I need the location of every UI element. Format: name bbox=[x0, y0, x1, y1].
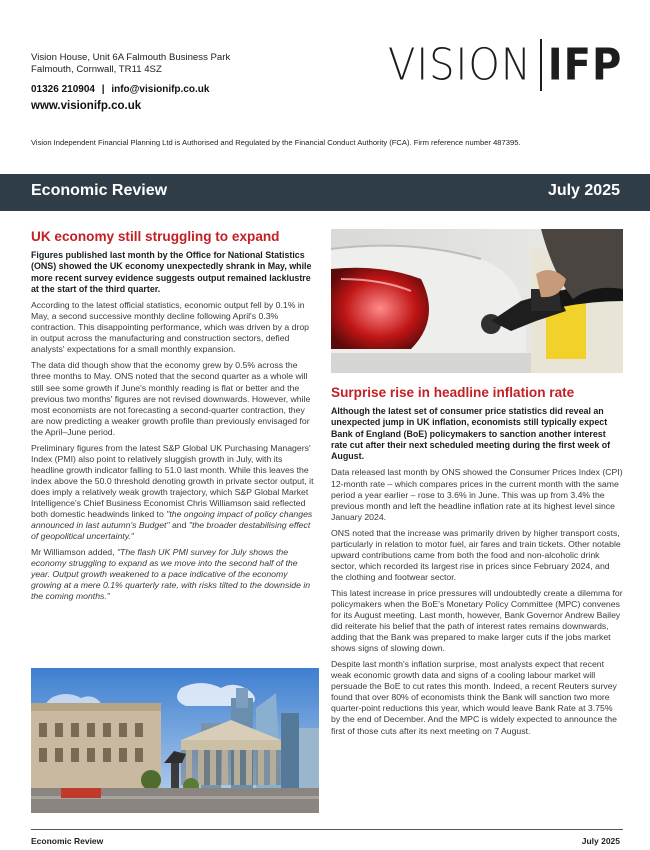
fuel-pump-photo bbox=[331, 229, 623, 373]
publication-title: Economic Review bbox=[31, 182, 168, 199]
footer-title: Economic Review bbox=[31, 836, 104, 846]
article-lead: Although the latest set of consumer price statistics did reveal an unexpected jump in UK inflation, economists still typically expect Bank of England (BoE) policymakers to sanction another interest rate cut after their next scheduled meeting during the first week of August. bbox=[331, 406, 611, 462]
footer-divider bbox=[31, 829, 623, 830]
article-inflation bbox=[331, 229, 623, 742]
inline-quote: "The flash UK PMI survey for July shows the economy struggling to expand as we move into the second half of the year. Output growth weakened to a pace indicative of the economy growing at a mere 0.1% quarterly rate, with risks tilted to the downside in the coming months." bbox=[31, 547, 311, 602]
contact-block bbox=[31, 52, 361, 112]
article-paragraph: ONS noted that the increase was primarily driven by higher transport costs, particularly in relation to motor fuel, air fares and train tickets. Other notable upward contributions came from both the food and non-alcoholic drink sector, which recorded its largest rise in prices since February 2024, and the clothing and footwear sector. bbox=[331, 527, 621, 582]
website-link[interactable]: www.visionifp.co.uk bbox=[31, 100, 142, 112]
publication-date: July 2025 bbox=[547, 182, 620, 199]
address-line-1: Vision House, Unit 6A Falmouth Business Park bbox=[31, 52, 231, 63]
email-link[interactable]: info@visionifp.co.uk bbox=[111, 84, 210, 95]
article-paragraph: The data did though show that the economy grew by 0.5% across the three months to May. ONS noted that the second quarter as a whole will still see some growth if June's monthly reading is flat or better and the previous two months' figures are not revised downwards. However, while most economists are not forecasting a second-quarter contraction, they are now predicting a weaker growth profile than previously envisaged for the April–June period. bbox=[31, 360, 311, 437]
fuel-photo-illustration bbox=[331, 229, 623, 373]
phone-number[interactable]: 01326 210904 bbox=[31, 84, 95, 95]
address-line-2: Falmouth, Cornwall, TR11 4SZ bbox=[31, 64, 162, 75]
article-headline: UK economy still struggling to expand bbox=[31, 229, 280, 244]
logo-text-vision: VISION bbox=[388, 39, 532, 91]
footer-date: July 2025 bbox=[581, 836, 620, 846]
company-logo bbox=[388, 39, 622, 91]
regulatory-statement: Vision Independent Financial Planning Ltd is Authorised and Regulated by the Financial Conduct Authority (FCA). Firm reference number 487395. bbox=[31, 138, 521, 147]
article-paragraph: This latest increase in price pressures will undoubtedly create a dilemma for policymakers when the BoE's Monetary Policy Committee (MPC) convenes for its August meeting. Last month, however, Bank Governor Andrew Bailey did reiterate his belief that the path of interest rates remains downwards, adding that the Bank was prepared to make larger cuts if the jobs market shows signs of slowing down. bbox=[331, 587, 623, 654]
article-economy bbox=[31, 229, 317, 607]
inline-quote: "the broader destabilising effect of geopolitical uncertainty." bbox=[31, 520, 311, 542]
title-banner bbox=[0, 174, 650, 211]
contact-separator: | bbox=[101, 84, 105, 95]
city-of-london-photo bbox=[31, 668, 319, 813]
article-lead: Figures published last month by the Office for National Statistics (ONS) showed the UK economy unexpectedly shrank in May, while more recent survey evidence suggests output remained lacklustre at the start of the third quarter. bbox=[31, 250, 312, 294]
article-paragraph bbox=[31, 443, 317, 542]
inline-quote: "the ongoing impact of policy changes announced in last autumn's Budget" bbox=[31, 509, 313, 531]
paragraph-text: Mr Williamson added, bbox=[31, 547, 117, 558]
article-paragraph bbox=[31, 547, 317, 602]
paragraph-text: and bbox=[169, 520, 189, 531]
city-photo-illustration bbox=[31, 668, 319, 813]
logo-text-ifp: IFP bbox=[547, 39, 623, 91]
contact-line bbox=[31, 84, 361, 95]
paragraph-text: Preliminary figures from the latest S&P Global UK Purchasing Managers' Index (PMI) also point to relatively sluggish growth in July, with its headline growth indicator falling to 51.0 last month. While this leaves the index above the 50.0 threshold denoting growth in private sector output, it does imply a relatively weak growth trajectory, which S&P Global Market Intelligence's Chief Business Economist Chris Williamson said reflected both domestic headwinds linked to bbox=[31, 442, 314, 520]
article-paragraph: Data released last month by ONS showed the Consumer Prices Index (CPI) 12-month rate – which compares prices in the current month with the same period a year earlier – rose to 3.6% in June. This was up from 3.4% the previous month and left the headline inflation rate at its highest level since January 2024. bbox=[331, 467, 623, 522]
article-paragraph: Despite last month's inflation surprise, most analysts expect that recent weak economic growth data and signs of a cooling labour market will persuade the BoE to cut rates this month. Indeed, a recent Reuters survey found that over 80% of economists think the Bank will sanction two more quarter-point reductions this year, which would leave Bank Rate at 3.75% by the end of December. And the MPC is widely expected to announce the first of those cuts after its next meeting on 7 August. bbox=[331, 659, 617, 736]
article-headline: Surprise rise in headline inflation rate bbox=[331, 385, 575, 400]
logo-divider bbox=[540, 39, 542, 91]
article-paragraph: According to the latest official statistics, economic output fell by 0.1% in May, a second successive monthly decline following April's 0.3% contraction. This disappointing performance, which was driven by a drop in output across the manufacturing and construction sectors, defied analysts' expectations for a small monthly expansion. bbox=[31, 300, 309, 355]
